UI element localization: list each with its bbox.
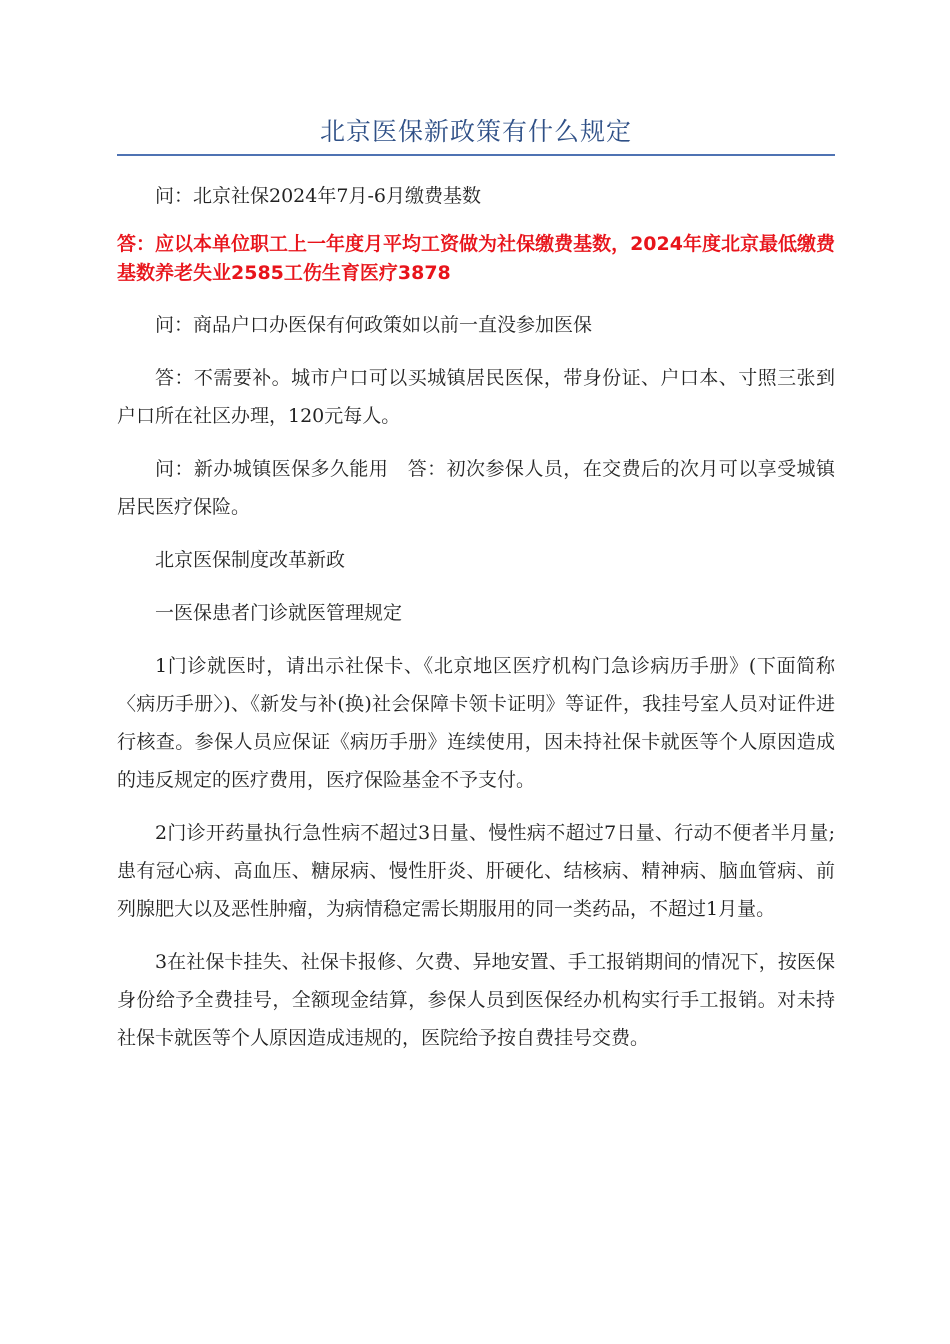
document-page [117, 112, 835, 1072]
paragraph-answer-1-highlight: 答：应以本单位职工上一年度月平均工资做为社保缴费基数，2024年度北京最低缴费基数养老失业2585工伤生育医疗3878 [117, 233, 835, 284]
paragraph-answer-2: 答：不需要补。城市户口可以买城镇居民医保，带身份证、户口本、寸照三张到户口所在社区办理，120元每人。 [117, 367, 835, 427]
paragraph-question-1: 问：北京社保2024年7月-6月缴费基数 [155, 185, 481, 207]
rule-item-1: 1门诊就医时，请出示社保卡、《北京地区医疗机构门急诊病历手册》(下面简称〈病历手册〉)、《新发与补(换)社会保障卡领卡证明》等证件，我挂号室人员对证件进行核查。参保人员应保证《病历手册》连续使用，因未持社保卡就医等个人原因造成的违反规定的医疗费用，医疗保险基金不予支付。 [117, 655, 835, 791]
paragraph-question-2: 问：商品户口办医保有何政策如以前一直没参加医保 [155, 314, 593, 336]
document-body [117, 177, 835, 1057]
document-title: 北京医保新政策有什么规定 [117, 112, 835, 156]
rule-item-2: 2门诊开药量执行急性病不超过3日量、慢性病不超过7日量、行动不便者半月量;患有冠心病、高血压、糖尿病、慢性肝炎、肝硬化、结核病、精神病、脑血管病、前列腺肥大以及恶性肿瘤，为病情稳定需长期服用的同一类药品，不超过1月量。 [117, 822, 835, 920]
section-heading-outpatient-rules: 一医保患者门诊就医管理规定 [155, 602, 403, 624]
paragraph-question-answer-3: 问：新办城镇医保多久能用 答：初次参保人员，在交费后的次月可以享受城镇居民医疗保险。 [117, 458, 835, 518]
rule-item-3: 3在社保卡挂失、社保卡报修、欠费、异地安置、手工报销期间的情况下，按医保身份给予全费挂号，全额现金结算，参保人员到医保经办机构实行手工报销。对未持社保卡就医等个人原因造成违规的，医院给予按自费挂号交费。 [117, 951, 835, 1049]
section-heading-reform: 北京医保制度改革新政 [155, 549, 346, 571]
